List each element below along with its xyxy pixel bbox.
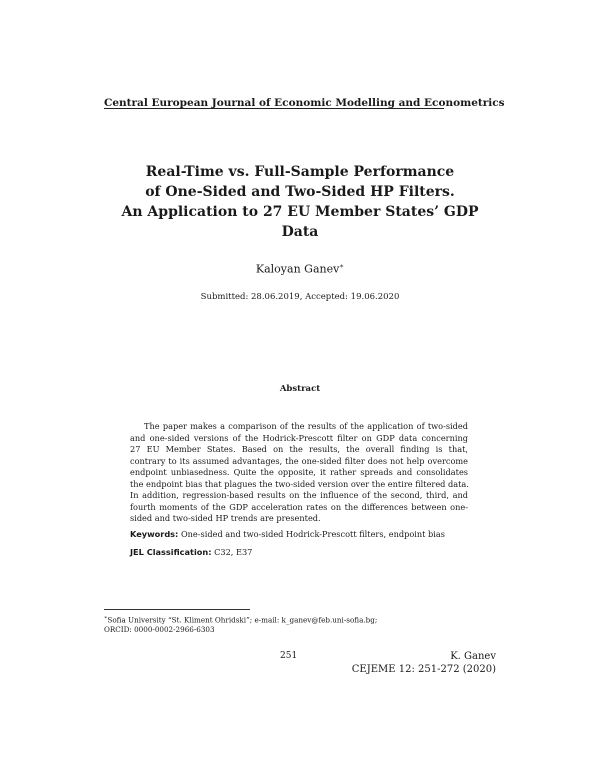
abstract-line: sided and two-sided HP trends are presented. — [130, 513, 321, 523]
footnote-affiliation — [104, 613, 496, 625]
abstract-line: 27 EU Member States. Based on the results, the overall finding is that, — [130, 444, 468, 454]
keywords-text: One-sided and two-sided Hodrick-Prescott filters, endpoint bias — [180, 529, 446, 539]
title-line: of One-Sided and Two-Sided HP Filters. — [145, 184, 455, 200]
jel-classification — [130, 547, 470, 557]
author-line — [104, 262, 496, 276]
header-rule — [104, 108, 444, 109]
abstract-body — [130, 421, 468, 525]
jel-codes: C32, E37 — [214, 547, 253, 557]
running-citation: CEJEME 12: 251-272 (2020) — [351, 664, 496, 675]
footnote-line1: Sofia University “St. Kliment Ohridski”; e-mail: k_ganev@feb.uni-sofia.bg; — [107, 615, 378, 625]
keywords-label: Keywords: — [130, 529, 179, 539]
keywords — [130, 529, 470, 539]
footnote-rule — [104, 609, 250, 610]
author-footnote-mark: ∗ — [339, 262, 345, 270]
footnote — [104, 613, 496, 635]
jel-label: JEL Classification: — [130, 547, 212, 557]
footnote-orcid: ORCID: 0000-0002-2966-6303 — [104, 625, 215, 635]
title-line: An Application to 27 EU Member States’ GDP — [121, 204, 479, 220]
abstract-line: endpoint unbiasedness. Quite the opposite, it rather spreads and consolidates — [130, 467, 468, 477]
abstract-line: The paper makes a comparison of the results of the application of two-sided — [144, 421, 468, 431]
page-number: 251 — [280, 651, 298, 661]
submission-dates: Submitted: 28.06.2019, Accepted: 19.06.2020 — [200, 292, 400, 302]
running-author: K. Ganev — [450, 651, 496, 662]
title-line: Real-Time vs. Full-Sample Performance — [145, 164, 455, 180]
abstract-line: the endpoint bias that plagues the two-sided version over the entire filtered data. — [130, 478, 469, 489]
author-name: Kaloyan Ganev — [255, 262, 340, 276]
article-title — [104, 162, 496, 242]
journal-name: Central European Journal of Economic Modelling and Econometrics — [104, 97, 505, 109]
abstract-line: contrary to its assumed advantages, the one-sided filter does not help overcome — [130, 455, 468, 466]
abstract-heading: Abstract — [279, 384, 321, 394]
title-line: Data — [281, 224, 319, 240]
abstract-line: In addition, regression-based results on the influence of the second, third, and — [130, 490, 468, 500]
abstract-line: and one-sided versions of the Hodrick-Prescott filter on GDP data concerning — [130, 432, 468, 443]
abstract-line: fourth moments of the GDP acceleration rates on the differences between one- — [130, 501, 468, 512]
footnote-mark: ∗ — [104, 615, 108, 621]
